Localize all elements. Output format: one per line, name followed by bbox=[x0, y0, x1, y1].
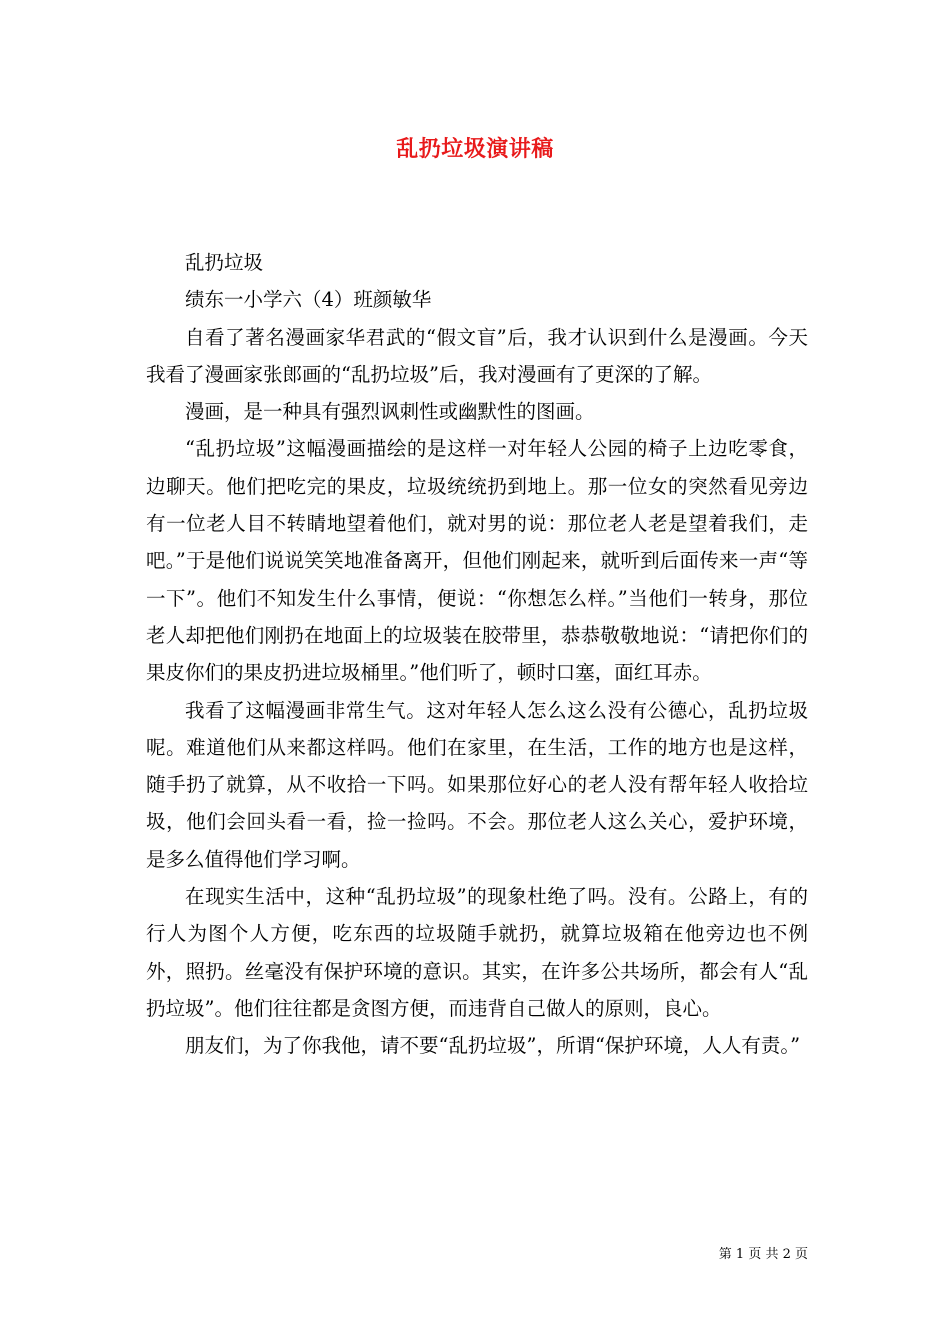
paragraph: 在现实生活中，这种“乱扔垃圾”的现象杜绝了吗。没有。公路上，有的行人为图个人方便，吃东西的垃圾随手就扔，就算垃圾箱在他旁边也不例外，照扔。丝毫没有保护环境的意识。其实，在许多公共场所，都会有人“乱扔垃圾”。他们往往都是贪图方便，而违背自己做人的原则，良心。 bbox=[146, 885, 808, 1020]
paragraph: “乱扔垃圾”这幅漫画描绘的是这样一对年轻人公园的椅子上边吃零食，边聊天。他们把吃完的果皮，垃圾统统扔到地上。那一位女的突然看见旁边有一位老人目不转睛地望着他们，就对男的说：那位老人老是望着我们，走吧。”于是他们说说笑笑地准备离开，但他们刚起来，就听到后面传来一声“等一下”。他们不知发生什么事情，便说：“你想怎么样。”当他们一转身，那位老人却把他们刚扔在地面上的垃圾装在胶带里，恭恭敬敬地说：“请把你们的果皮你们的果皮扔进垃圾桶里。”他们听了，顿时口塞，面红耳赤。 bbox=[146, 437, 808, 685]
page-title: 乱扔垃圾演讲稿 bbox=[396, 136, 554, 162]
paragraph: 我看了这幅漫画非常生气。这对年轻人怎么这么没有公德心，乱扔垃圾呢。难道他们从来都这样吗。他们在家里，在生活，工作的地方也是这样，随手扔了就算，从不收拾一下吗。如果那位好心的老人没有帮年轻人收拾垃圾，他们会回头看一看，捡一捡吗。不会。那位老人这么关心，爱护环境，是多么值得他们学习啊。 bbox=[146, 698, 808, 871]
paragraph: 自看了著名漫画家华君武的“假文盲”后，我才认识到什么是漫画。今天我看了漫画家张郎画的“乱扔垃圾”后，我对漫画有了更深的了解。 bbox=[146, 325, 808, 386]
paragraph-author: 绩东一小学六（4）班颜敏华 bbox=[185, 288, 432, 312]
paragraph: 漫画，是一种具有强烈讽刺性或幽默性的图画。 bbox=[185, 400, 595, 424]
page-number: 第 1 页 共 2 页 bbox=[718, 1247, 808, 1262]
document-body bbox=[146, 244, 808, 1065]
paragraph-heading: 乱扔垃圾 bbox=[185, 251, 264, 274]
paragraph: 朋友们，为了你我他，请不要“乱扔垃圾”，所谓“保护环境，人人有责。” bbox=[185, 1034, 801, 1058]
